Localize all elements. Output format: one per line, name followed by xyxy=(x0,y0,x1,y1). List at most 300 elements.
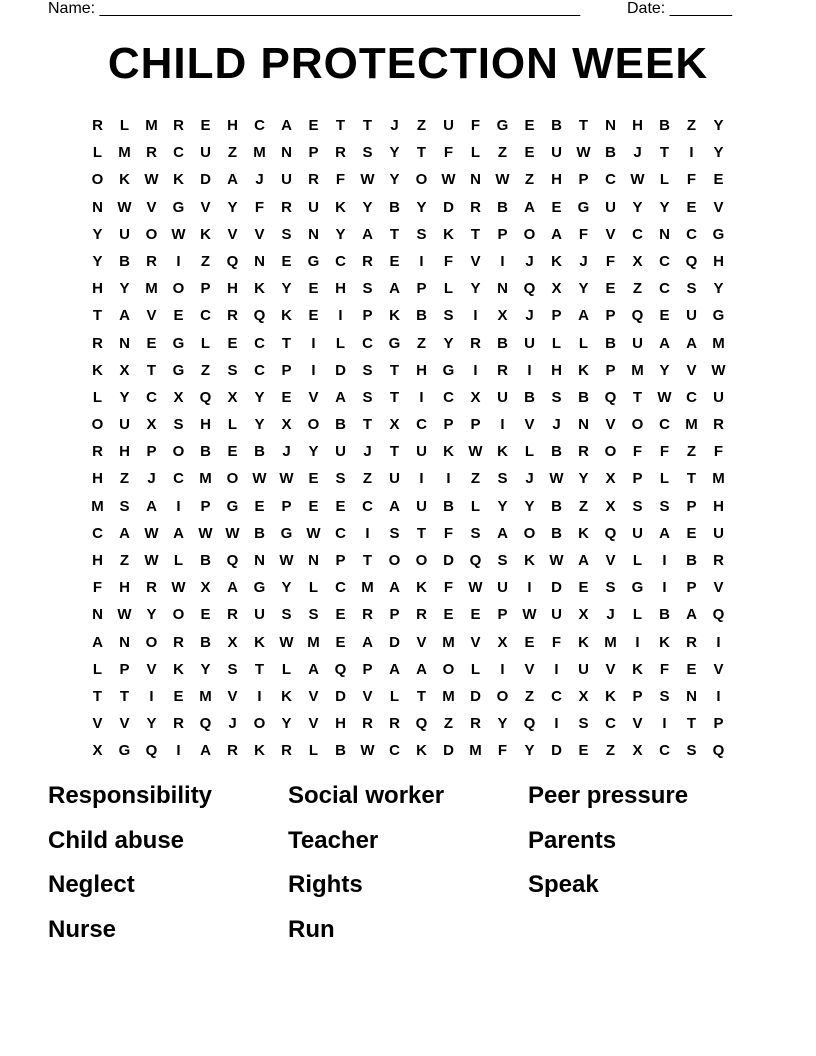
grid-letter: M xyxy=(442,633,455,651)
grid-letter: H xyxy=(551,171,562,189)
grid-letter: A xyxy=(173,524,184,542)
grid-letter: U xyxy=(632,334,643,352)
grid-letter: J xyxy=(390,117,399,134)
grid-letter: T xyxy=(659,144,670,162)
grid-letter: T xyxy=(389,388,400,406)
grid-letter: Z xyxy=(524,171,535,189)
grid-letter: E xyxy=(281,388,292,406)
grid-letter: Z xyxy=(443,715,454,733)
grid-letter: H xyxy=(713,252,724,270)
grid-row xyxy=(84,194,732,221)
grid-letter: Q xyxy=(334,660,347,678)
grid-letter: Y xyxy=(524,742,535,760)
grid-row xyxy=(84,302,732,329)
grid-letter: U xyxy=(578,660,589,678)
grid-letter: N xyxy=(119,334,130,352)
grid-letter: U xyxy=(254,606,265,624)
grid-letter: I xyxy=(473,361,478,379)
grid-letter: I xyxy=(716,687,721,705)
grid-letter: L xyxy=(470,660,481,678)
grid-row xyxy=(84,656,732,683)
grid-letter: K xyxy=(443,225,454,243)
grid-letter: X xyxy=(605,497,616,515)
grid-letter: W xyxy=(171,225,186,243)
grid-letter: S xyxy=(173,416,184,434)
grid-letter: R xyxy=(92,443,103,461)
grid-letter: T xyxy=(362,117,373,134)
grid-letter: W xyxy=(495,171,510,189)
grid-letter: A xyxy=(497,524,508,542)
grid-letter: S xyxy=(119,497,130,515)
grid-letter: U xyxy=(119,225,130,243)
grid-letter: Y xyxy=(227,198,238,216)
grid-letter: G xyxy=(388,334,401,352)
word-item: Parents xyxy=(528,826,617,854)
grid-letter: C xyxy=(605,171,616,189)
grid-letter: W xyxy=(657,388,672,406)
grid-letter: B xyxy=(551,497,562,515)
grid-letter: F xyxy=(659,660,670,678)
grid-letter: B xyxy=(551,117,562,134)
grid-letter: O xyxy=(523,225,536,243)
grid-letter: U xyxy=(416,497,427,515)
word-column-3 xyxy=(528,778,768,912)
grid-letter: H xyxy=(200,416,211,434)
grid-letter: A xyxy=(659,334,670,352)
grid-letter: L xyxy=(470,144,481,162)
grid-letter: W xyxy=(144,524,159,542)
grid-letter: B xyxy=(389,198,400,216)
grid-letter: W xyxy=(549,470,564,488)
grid-letter: V xyxy=(200,198,211,216)
grid-letter: S xyxy=(281,606,292,624)
grid-letter: E xyxy=(524,144,535,162)
grid-letter: S xyxy=(362,144,373,162)
grid-letter: L xyxy=(335,334,346,352)
grid-letter: F xyxy=(659,443,670,461)
grid-letter: W xyxy=(117,606,132,624)
grid-letter: R xyxy=(578,443,589,461)
grid-letter: F xyxy=(443,144,454,162)
grid-letter: R xyxy=(362,252,373,270)
grid-letter: C xyxy=(632,225,643,243)
grid-letter: L xyxy=(281,660,292,678)
grid-letter: E xyxy=(254,497,265,515)
grid-letter: P xyxy=(578,171,589,189)
grid-letter: L xyxy=(551,334,562,352)
grid-row xyxy=(84,166,732,193)
grid-letter: R xyxy=(713,416,724,434)
grid-letter: R xyxy=(92,334,103,352)
grid-letter: D xyxy=(200,171,211,189)
grid-letter: J xyxy=(552,416,561,434)
grid-letter: I xyxy=(527,579,532,597)
grid-letter: P xyxy=(551,307,562,325)
grid-letter: P xyxy=(389,606,400,624)
grid-letter: Y xyxy=(389,171,400,189)
grid-letter: E xyxy=(335,633,346,651)
grid-letter: H xyxy=(92,280,103,298)
grid-letter: H xyxy=(92,470,103,488)
grid-letter: P xyxy=(632,470,643,488)
grid-letter: O xyxy=(91,416,104,434)
grid-letter: P xyxy=(497,606,508,624)
grid-letter: G xyxy=(442,361,455,379)
grid-letter: A xyxy=(389,660,400,678)
grid-letter: C xyxy=(659,416,670,434)
word-item: Speak xyxy=(528,871,599,898)
grid-row xyxy=(84,520,732,547)
grid-letter: S xyxy=(686,742,697,760)
grid-letter: V xyxy=(686,361,697,379)
grid-letter: Z xyxy=(362,470,373,488)
grid-letter: R xyxy=(146,252,157,270)
grid-letter: W xyxy=(279,552,294,569)
grid-letter: H xyxy=(119,443,130,461)
grid-letter: G xyxy=(172,361,185,379)
grid-letter: E xyxy=(227,443,238,461)
word-search-grid xyxy=(84,112,732,765)
grid-letter: V xyxy=(524,660,535,678)
grid-letter: R xyxy=(146,144,157,162)
grid-letter: G xyxy=(118,742,131,760)
grid-letter: Q xyxy=(604,524,617,542)
grid-letter: T xyxy=(362,416,373,434)
grid-letter: S xyxy=(362,388,373,406)
name-field: Name: ______________________________________________________ xyxy=(48,0,581,17)
grid-letter: J xyxy=(525,470,534,488)
grid-letter: A xyxy=(416,660,427,678)
grid-letter: X xyxy=(497,307,508,325)
grid-letter: E xyxy=(470,606,481,624)
grid-letter: T xyxy=(335,117,346,134)
grid-letter: E xyxy=(173,687,184,705)
grid-letter: L xyxy=(92,388,103,406)
grid-letter: K xyxy=(578,524,589,542)
grid-letter: R xyxy=(416,606,427,624)
grid-letter: K xyxy=(281,687,292,705)
grid-letter: R xyxy=(497,361,508,379)
grid-letter: N xyxy=(470,171,481,189)
grid-letter: P xyxy=(605,307,616,325)
grid-letter: I xyxy=(176,497,181,515)
grid-letter: N xyxy=(308,225,319,243)
grid-letter: E xyxy=(308,117,319,134)
grid-letter: Y xyxy=(200,660,211,678)
grid-letter: L xyxy=(632,606,643,624)
grid-letter: E xyxy=(146,334,157,352)
grid-letter: V xyxy=(470,633,481,651)
grid-letter: C xyxy=(173,144,184,162)
grid-letter: K xyxy=(173,660,184,678)
grid-letter: F xyxy=(470,117,481,134)
grid-letter: R xyxy=(470,198,481,216)
grid-letter: W xyxy=(468,579,483,597)
grid-letter: N xyxy=(119,633,130,651)
grid-letter: A xyxy=(578,307,589,325)
grid-letter: W xyxy=(198,524,213,542)
grid-letter: N xyxy=(254,552,265,569)
grid-letter: F xyxy=(632,443,643,461)
grid-letter: X xyxy=(632,252,643,270)
grid-letter: N xyxy=(281,144,292,162)
grid-letter: M xyxy=(604,633,617,651)
grid-letter: V xyxy=(308,687,319,705)
grid-row xyxy=(84,601,732,628)
grid-letter: I xyxy=(365,524,370,542)
grid-letter: N xyxy=(254,252,265,270)
grid-letter: S xyxy=(281,225,292,243)
grid-letter: K xyxy=(389,307,400,325)
grid-letter: X xyxy=(200,579,211,597)
grid-letter: X xyxy=(551,280,562,298)
grid-letter: W xyxy=(360,742,375,760)
grid-letter: Y xyxy=(659,361,670,379)
grid-letter: C xyxy=(200,307,211,325)
grid-letter: T xyxy=(686,715,697,733)
grid-letter: O xyxy=(91,171,104,189)
grid-letter: V xyxy=(605,225,616,243)
grid-letter: B xyxy=(686,552,697,569)
grid-letter: K xyxy=(254,633,265,651)
grid-letter: Q xyxy=(145,742,158,760)
grid-letter: I xyxy=(419,388,424,406)
grid-letter: X xyxy=(470,388,481,406)
grid-letter: Q xyxy=(415,715,428,733)
grid-letter: D xyxy=(443,742,454,760)
grid-letter: E xyxy=(227,334,238,352)
grid-letter: E xyxy=(308,280,319,298)
grid-letter: R xyxy=(227,307,238,325)
grid-letter: O xyxy=(172,280,185,298)
grid-letter: X xyxy=(227,633,238,651)
grid-letter: R xyxy=(173,715,184,733)
grid-letter: E xyxy=(308,307,319,325)
grid-letter: P xyxy=(119,660,130,678)
grid-letter: V xyxy=(632,715,643,733)
grid-letter: U xyxy=(416,443,427,461)
grid-letter: P xyxy=(605,361,616,379)
grid-letter: V xyxy=(146,307,157,325)
grid-row xyxy=(84,737,732,764)
grid-letter: O xyxy=(496,687,509,705)
grid-letter: Y xyxy=(146,715,157,733)
grid-letter: T xyxy=(416,687,427,705)
grid-letter: I xyxy=(716,633,721,651)
grid-letter: K xyxy=(173,171,184,189)
grid-letter: C xyxy=(659,280,670,298)
grid-letter: I xyxy=(473,307,478,325)
grid-row xyxy=(84,275,732,302)
grid-letter: Q xyxy=(712,606,725,624)
grid-letter: T xyxy=(254,660,265,678)
grid-letter: Q xyxy=(469,552,482,569)
word-item: Neglect xyxy=(48,871,135,898)
grid-letter: Q xyxy=(604,388,617,406)
grid-letter: T xyxy=(146,361,157,379)
grid-letter: W xyxy=(576,144,591,162)
grid-letter: U xyxy=(389,470,400,488)
grid-letter: P xyxy=(497,225,508,243)
grid-letter: P xyxy=(200,280,211,298)
grid-letter: I xyxy=(338,307,343,325)
grid-letter: W xyxy=(306,524,321,542)
grid-letter: Y xyxy=(254,416,265,434)
grid-letter: S xyxy=(659,497,670,515)
grid-letter: Z xyxy=(578,497,589,515)
grid-letter: L xyxy=(524,443,535,461)
grid-letter: X xyxy=(605,470,616,488)
grid-letter: U xyxy=(281,171,292,189)
grid-letter: Y xyxy=(308,443,319,461)
grid-letter: A xyxy=(146,497,157,515)
grid-letter: G xyxy=(577,198,590,216)
word-column-1 xyxy=(48,778,288,956)
grid-letter: R xyxy=(227,606,238,624)
grid-letter: T xyxy=(389,225,400,243)
grid-letter: P xyxy=(335,552,346,569)
grid-letter: C xyxy=(335,579,346,597)
grid-letter: H xyxy=(335,280,346,298)
grid-letter: I xyxy=(527,361,532,379)
grid-letter: F xyxy=(335,171,346,189)
grid-letter: R xyxy=(308,171,319,189)
grid-letter: K xyxy=(605,687,616,705)
grid-letter: V xyxy=(119,715,130,733)
grid-letter: W xyxy=(117,198,132,216)
grid-letter: O xyxy=(172,606,185,624)
grid-letter: M xyxy=(91,497,104,515)
grid-letter: J xyxy=(282,443,291,461)
grid-letter: F xyxy=(443,579,454,597)
grid-letter: D xyxy=(470,687,481,705)
grid-letter: M xyxy=(118,144,131,162)
grid-letter: O xyxy=(145,225,158,243)
grid-letter: S xyxy=(416,225,427,243)
grid-letter: W xyxy=(630,171,645,189)
grid-row xyxy=(84,384,732,411)
grid-letter: Z xyxy=(227,144,238,162)
grid-letter: K xyxy=(119,171,130,189)
grid-letter: X xyxy=(146,416,157,434)
grid-letter: R xyxy=(713,552,724,569)
grid-letter: U xyxy=(200,144,211,162)
grid-letter: C xyxy=(173,470,184,488)
grid-letter: U xyxy=(632,524,643,542)
grid-letter: A xyxy=(389,579,400,597)
grid-letter: T xyxy=(686,470,697,488)
grid-letter: R xyxy=(470,334,481,352)
grid-letter: K xyxy=(335,198,346,216)
grid-letter: Z xyxy=(686,117,697,134)
grid-letter: L xyxy=(470,497,481,515)
grid-letter: O xyxy=(307,416,320,434)
grid-letter: T xyxy=(578,117,589,134)
grid-letter: E xyxy=(281,252,292,270)
grid-letter: L xyxy=(227,416,238,434)
grid-letter: B xyxy=(497,198,508,216)
grid-letter: R xyxy=(92,117,103,134)
grid-letter: B xyxy=(119,252,130,270)
grid-letter: M xyxy=(307,633,320,651)
grid-row xyxy=(84,629,732,656)
grid-row xyxy=(84,112,732,139)
grid-letter: P xyxy=(281,497,292,515)
grid-letter: I xyxy=(311,361,316,379)
grid-letter: H xyxy=(227,280,238,298)
grid-letter: R xyxy=(362,606,373,624)
grid-letter: B xyxy=(200,633,211,651)
grid-letter: X xyxy=(389,416,400,434)
grid-row xyxy=(84,493,732,520)
grid-letter: A xyxy=(524,198,535,216)
grid-letter: I xyxy=(662,552,667,569)
grid-row xyxy=(84,710,732,737)
grid-letter: E xyxy=(308,497,319,515)
grid-letter: X xyxy=(632,742,643,760)
grid-letter: O xyxy=(226,470,239,488)
grid-letter: I xyxy=(149,687,154,705)
grid-letter: K xyxy=(92,361,103,379)
grid-letter: O xyxy=(388,552,401,569)
grid-letter: E xyxy=(335,497,346,515)
grid-letter: U xyxy=(497,579,508,597)
grid-letter: Y xyxy=(92,252,103,270)
grid-letter: R xyxy=(146,579,157,597)
grid-letter: F xyxy=(497,742,508,760)
grid-letter: Z xyxy=(200,252,211,270)
grid-letter: R xyxy=(389,715,400,733)
grid-letter: Y xyxy=(254,388,265,406)
grid-letter: W xyxy=(468,443,483,461)
grid-letter: M xyxy=(145,280,158,298)
grid-letter: O xyxy=(604,443,617,461)
grid-letter: C xyxy=(659,252,670,270)
grid-letter: S xyxy=(389,524,400,542)
grid-row xyxy=(84,330,732,357)
grid-letter: K xyxy=(254,742,265,760)
grid-letter: B xyxy=(335,742,346,760)
grid-letter: W xyxy=(225,524,240,542)
grid-letter: H xyxy=(92,552,103,569)
grid-letter: S xyxy=(605,579,616,597)
grid-letter: S xyxy=(362,280,373,298)
grid-letter: A xyxy=(686,334,697,352)
grid-letter: A xyxy=(281,117,292,134)
grid-letter: Z xyxy=(605,742,616,760)
grid-letter: S xyxy=(659,687,670,705)
grid-letter: O xyxy=(145,633,158,651)
grid-letter: S xyxy=(497,552,508,569)
grid-letter: W xyxy=(441,171,456,189)
grid-letter: O xyxy=(442,660,455,678)
grid-letter: A xyxy=(227,579,238,597)
grid-letter: C xyxy=(686,225,697,243)
grid-letter: F xyxy=(254,198,265,216)
grid-letter: S xyxy=(632,497,643,515)
grid-letter: V xyxy=(254,225,265,243)
grid-letter: T xyxy=(389,361,400,379)
grid-letter: E xyxy=(713,171,724,189)
grid-letter: L xyxy=(659,470,670,488)
grid-letter: M xyxy=(631,361,644,379)
grid-letter: B xyxy=(551,443,562,461)
grid-letter: W xyxy=(144,171,159,189)
word-item: Responsibility xyxy=(48,782,213,809)
grid-letter: F xyxy=(578,225,589,243)
grid-letter: I xyxy=(689,144,694,162)
grid-letter: K xyxy=(416,579,427,597)
